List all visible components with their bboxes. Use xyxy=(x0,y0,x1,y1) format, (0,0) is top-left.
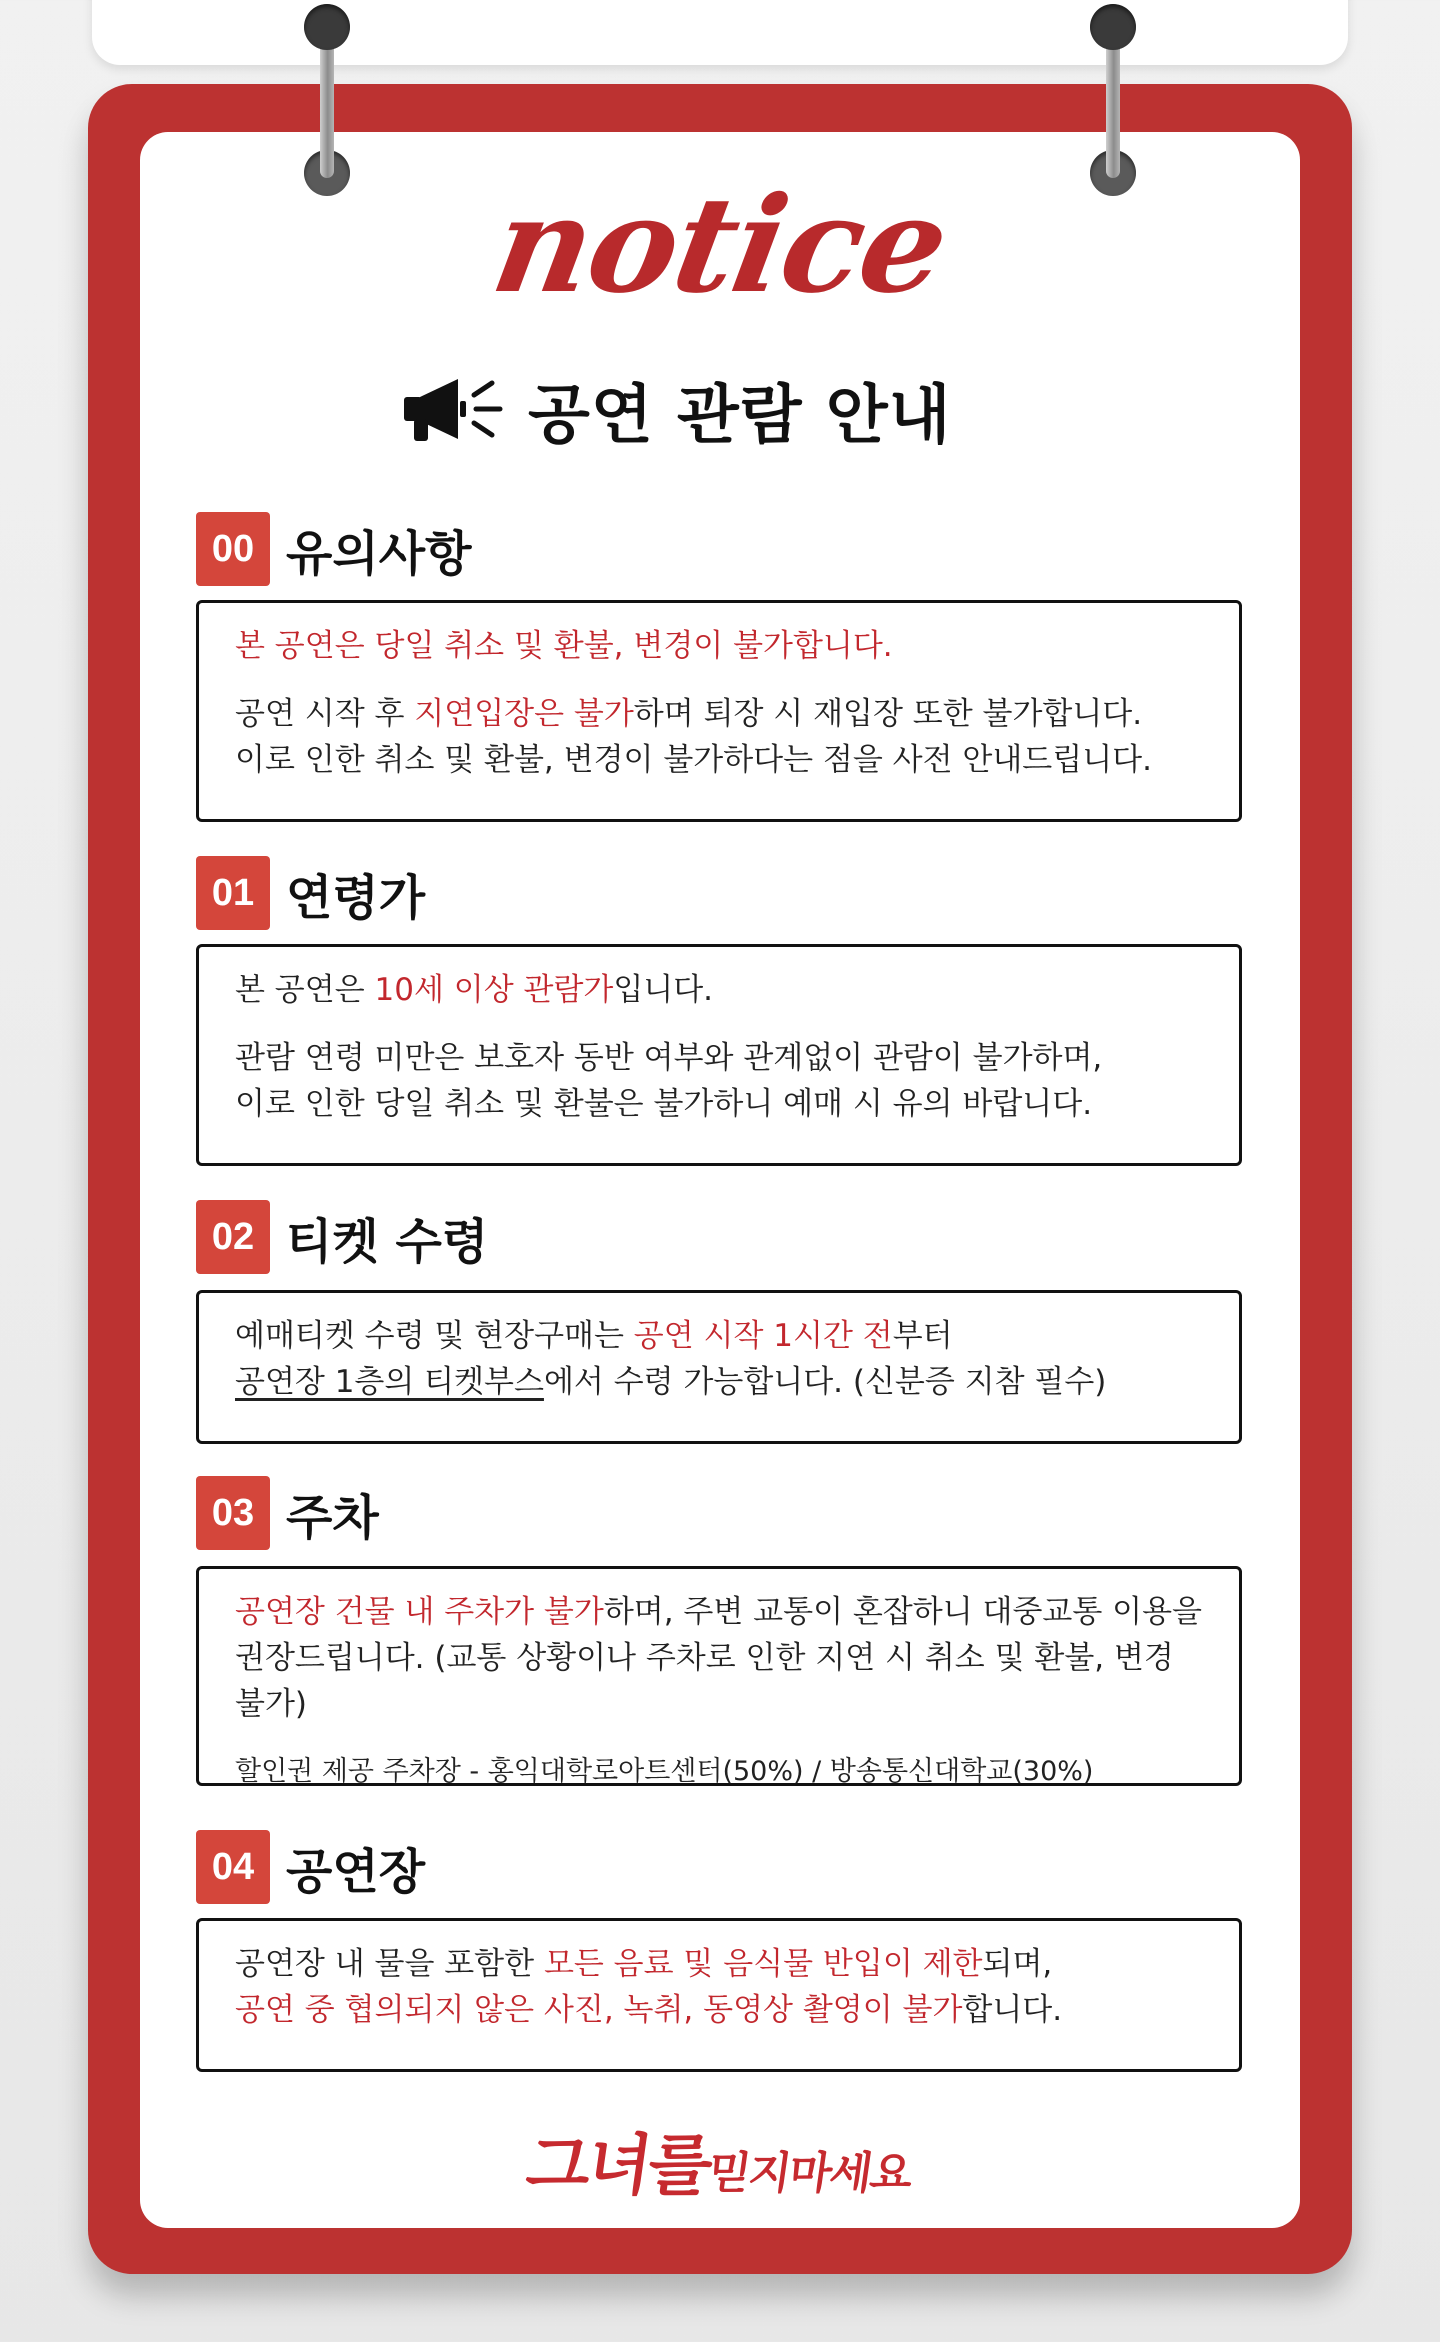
section-header-cautions xyxy=(196,512,471,586)
age-line-2: 관람 연령 미만은 보호자 동반 여부와 관계없이 관람이 불가하며, xyxy=(235,1040,1103,1076)
ticket-line-2: 공연장 1층의 티켓부스에서 수령 가능합니다. (신분증 지참 필수) xyxy=(235,1364,1107,1400)
section-number-badge: 01 xyxy=(196,856,270,930)
caution-line-2: 공연 시작 후 지연입장은 불가하며 퇴장 시 재입장 또한 불가합니다. xyxy=(235,696,1143,732)
section-header-ticket xyxy=(196,1200,488,1274)
section-title: 티켓 수령 xyxy=(286,1213,489,1270)
page-title xyxy=(400,370,952,453)
binder-ring-right xyxy=(1088,4,1138,194)
page-title-text: 공연 관람 안내 xyxy=(528,379,952,453)
section-title: 유의사항 xyxy=(286,525,472,582)
section-box-ticket xyxy=(196,1290,1242,1444)
ticket-line-1: 예매티켓 수령 및 현장구매는 공연 시작 1시간 전부터 xyxy=(235,1318,953,1354)
section-title: 연령가 xyxy=(286,869,426,926)
megaphone-icon xyxy=(400,375,510,445)
back-page-sheet xyxy=(92,0,1348,65)
venue-line-1: 공연장 내 물을 포함한 모든 음료 및 음식물 반입이 제한되며, xyxy=(235,1946,1053,1982)
age-line-1: 본 공연은 10세 이상 관람가입니다. xyxy=(235,972,714,1008)
section-number-badge: 03 xyxy=(196,1476,270,1550)
section-box-venue xyxy=(196,1918,1242,2072)
caution-line-1: 본 공연은 당일 취소 및 환불, 변경이 불가합니다. xyxy=(235,628,893,664)
section-number-badge: 00 xyxy=(196,512,270,586)
parking-line-3: 할인권 제공 주차장 - 홍익대학로아트센터(50%) / 방송통신대학교(30%) xyxy=(235,1756,1094,1787)
notice-heading: notice xyxy=(482,168,958,323)
section-title: 공연장 xyxy=(286,1843,426,1900)
section-header-parking xyxy=(196,1476,379,1550)
age-line-3: 이로 인한 당일 취소 및 환불은 불가하니 예매 시 유의 바랍니다. xyxy=(235,1086,1093,1122)
venue-line-2: 공연 중 협의되지 않은 사진, 녹취, 동영상 촬영이 불가합니다. xyxy=(235,1992,1063,2028)
section-box-cautions xyxy=(196,600,1242,822)
parking-line-1: 공연장 건물 내 주차가 불가하며, 주변 교통이 혼잡하니 대중교통 이용을 xyxy=(235,1594,1202,1630)
binder-ring-left xyxy=(302,4,352,194)
section-number-badge: 04 xyxy=(196,1830,270,1904)
section-title: 주차 xyxy=(286,1489,379,1546)
section-header-venue xyxy=(196,1830,425,1904)
parking-line-2: 권장드립니다. (교통 상황이나 주차로 인한 지연 시 취소 및 환불, 변경 불가) xyxy=(235,1640,1174,1722)
show-logo-text: 그녀를믿지마세요 xyxy=(521,2127,915,2204)
section-box-parking xyxy=(196,1566,1242,1786)
show-logo xyxy=(0,2112,1440,2207)
caution-line-3: 이로 인한 취소 및 환불, 변경이 불가하다는 점을 사전 안내드립니다. xyxy=(235,742,1152,778)
section-box-age xyxy=(196,944,1242,1166)
section-header-age xyxy=(196,856,425,930)
section-number-badge: 02 xyxy=(196,1200,270,1274)
